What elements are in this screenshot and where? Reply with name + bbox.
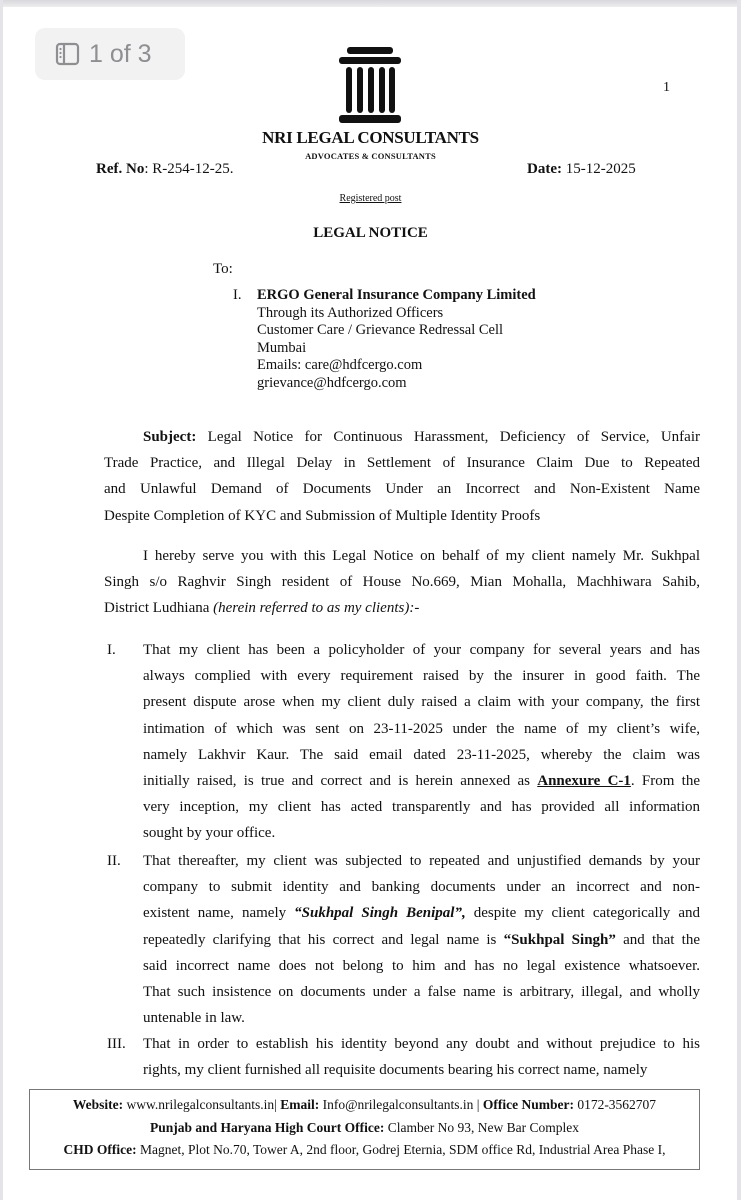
paragraph-line bbox=[143, 877, 700, 897]
office-number: 0172-3562707 bbox=[573, 1097, 657, 1112]
firm-tagline: ADVOCATES & CONSULTANTS bbox=[305, 151, 436, 161]
date-label: Date: bbox=[527, 161, 562, 177]
text-segment: namely Lakhvir Kaur. The said email dated 23-11-2025, whereby the claim was bbox=[143, 747, 700, 763]
paragraph-line bbox=[143, 692, 700, 712]
website-label: Website: bbox=[72, 1097, 124, 1112]
paragraph-line bbox=[143, 640, 700, 660]
addressee-name: ERGO General Insurance Company Limited bbox=[257, 287, 536, 303]
text-segment: initially raised, is true and correct and is herein annexed as bbox=[143, 773, 538, 789]
reference-number bbox=[96, 161, 234, 178]
text-segment: rights, my client furnished all requisite documents bearing his correct name, namely bbox=[143, 1062, 648, 1078]
text-segment: Despite Completion of KYC and Submission of Multiple Identity Proofs bbox=[104, 508, 541, 524]
paragraph-line bbox=[143, 823, 700, 843]
addressee-line: Through its Authorized Officers bbox=[257, 304, 444, 321]
pillar-logo-icon bbox=[337, 47, 403, 123]
text-segment: and that the bbox=[615, 932, 700, 948]
text-segment: Singh s/o Raghvir Singh resident of House No.669, Mian Mohalla, Machhiwara Sahib, bbox=[104, 574, 700, 590]
annexure-reference: Annexure C-1 bbox=[537, 773, 631, 789]
email-link[interactable]: Info@nrilegalconsultants.in | bbox=[319, 1097, 483, 1112]
office-number-label: Office Number: bbox=[482, 1097, 574, 1112]
ref-label: Ref. No bbox=[96, 161, 145, 177]
chd-office-label: CHD Office: bbox=[63, 1142, 137, 1157]
registered-post-label: Registered post bbox=[339, 193, 402, 204]
text-segment: District Ludhiana bbox=[104, 600, 214, 616]
text-segment: That my client has been a policyholder of your company for several years and has bbox=[143, 642, 700, 658]
addressee-line: grievance@hdfcergo.com bbox=[257, 374, 407, 391]
firm-name: NRI LEGAL CONSULTANTS bbox=[262, 128, 479, 147]
text-segment: “Sukhpal Singh Benipal”, bbox=[294, 905, 466, 921]
website-link[interactable]: www.nrilegalconsultants.in| bbox=[123, 1097, 277, 1112]
viewer-left-edge bbox=[0, 0, 3, 1200]
paragraph-line bbox=[143, 956, 700, 976]
paragraph-line bbox=[104, 506, 700, 526]
text-segment: That such insistence on documents under a false name is arbitrary, illegal, and wholly bbox=[143, 984, 700, 1000]
chd-office-address: Magnet, Plot No.70, Tower A, 2nd floor, Godrej Eternia, SDM office Rd, Industrial Area Phase I, bbox=[136, 1142, 666, 1157]
addressee-line: Customer Care / Grievance Redressal Cell bbox=[257, 322, 504, 339]
text-segment: Subject: bbox=[143, 429, 197, 445]
hc-office-address: Clamber No 93, New Bar Complex bbox=[384, 1119, 579, 1135]
footer-hc-line bbox=[30, 1117, 699, 1140]
paragraph-line bbox=[143, 427, 700, 447]
ref-value: : R-254-12-25. bbox=[144, 161, 234, 177]
text-segment: . From the bbox=[630, 773, 700, 789]
text-segment: company to submit identity and banking documents under an incorrect and non- bbox=[143, 879, 700, 895]
paragraph-line bbox=[143, 771, 700, 791]
page-indicator-text: 1 of 3 bbox=[89, 39, 152, 68]
addressee-block bbox=[257, 287, 536, 393]
date-value: 15-12-2025 bbox=[561, 161, 636, 177]
sidebar-icon bbox=[55, 41, 81, 67]
text-segment: always complied with every requirement raised by the insurer in good faith. The bbox=[143, 668, 700, 684]
text-segment: Legal Notice for Continuous Harassment, Deficiency of Service, Unfair bbox=[196, 429, 700, 445]
text-segment: That thereafter, my client was subjected to repeated and unjustified demands by your bbox=[143, 853, 700, 869]
paragraph-line bbox=[104, 479, 700, 499]
paragraph-line bbox=[143, 797, 700, 817]
text-segment: and Unlawful Demand of Documents Under an Incorrect and Non-Existent Name bbox=[104, 481, 700, 497]
paragraph-line bbox=[143, 1034, 700, 1054]
addressee-number: I. bbox=[233, 287, 242, 303]
text-segment: repeatedly clarifying that his correct and legal name is bbox=[143, 932, 504, 948]
list-number: III. bbox=[107, 1036, 126, 1052]
text-segment: despite my client categorically and bbox=[465, 905, 700, 921]
text-segment: said incorrect name does not belong to him and has no legal existence whatsoever. bbox=[143, 958, 700, 974]
text-segment: existent name, namely bbox=[143, 905, 295, 921]
list-number: II. bbox=[107, 853, 121, 869]
paragraph-line bbox=[143, 546, 700, 566]
paragraph-line bbox=[104, 598, 700, 618]
letterhead-footer bbox=[29, 1089, 700, 1170]
text-segment: “Sukhpal Singh” bbox=[503, 932, 616, 948]
paragraph-line bbox=[143, 666, 700, 686]
addressee-line: Mumbai bbox=[257, 339, 307, 356]
addressee-line: Emails: care@hdfcergo.com bbox=[257, 357, 423, 374]
text-segment: That in order to establish his identity beyond any doubt and without prejudice to his bbox=[143, 1036, 700, 1052]
viewer-top-edge bbox=[0, 0, 741, 7]
paragraph-line bbox=[104, 453, 700, 473]
text-segment: present dispute arose when my client duly raised a claim with your company, the first bbox=[143, 694, 700, 710]
notice-date bbox=[527, 161, 636, 178]
page-number: 1 bbox=[663, 80, 670, 95]
list-number: I. bbox=[107, 642, 116, 658]
text-segment: Trade Practice, and Illegal Delay in Settlement of Insurance Claim Due to Repeated bbox=[104, 455, 700, 471]
to-label: To: bbox=[213, 261, 233, 277]
page-indicator-button[interactable] bbox=[35, 28, 185, 80]
text-segment: I hereby serve you with this Legal Notice on behalf of my client namely Mr. Sukhpal bbox=[143, 548, 700, 564]
text-segment: very inception, my client has acted transparently and has provided all information bbox=[143, 799, 700, 815]
footer-chd-line bbox=[30, 1139, 699, 1162]
paragraph-line bbox=[143, 1060, 700, 1080]
hc-office-label: Punjab and Haryana High Court Office: bbox=[150, 1119, 385, 1135]
text-segment: intimation of which was sent on 23-11-2025 under the name of my client’s wife, bbox=[143, 721, 700, 737]
footer-contact-line bbox=[30, 1094, 699, 1117]
paragraph-line bbox=[143, 719, 700, 739]
text-segment: untenable in law. bbox=[143, 1010, 245, 1026]
document-title: LEGAL NOTICE bbox=[313, 225, 428, 241]
paragraph-line bbox=[143, 930, 700, 950]
email-label: Email: bbox=[276, 1097, 320, 1112]
paragraph-line bbox=[143, 982, 700, 1002]
paragraph-line bbox=[143, 851, 700, 871]
viewer-right-edge bbox=[737, 0, 741, 1200]
text-segment: (herein referred to as my clients):- bbox=[213, 600, 420, 616]
paragraph-line bbox=[143, 903, 700, 923]
paragraph-line bbox=[143, 1008, 700, 1028]
paragraph-line bbox=[143, 745, 700, 765]
paragraph-line bbox=[104, 572, 700, 592]
text-segment: sought by your office. bbox=[143, 825, 276, 841]
